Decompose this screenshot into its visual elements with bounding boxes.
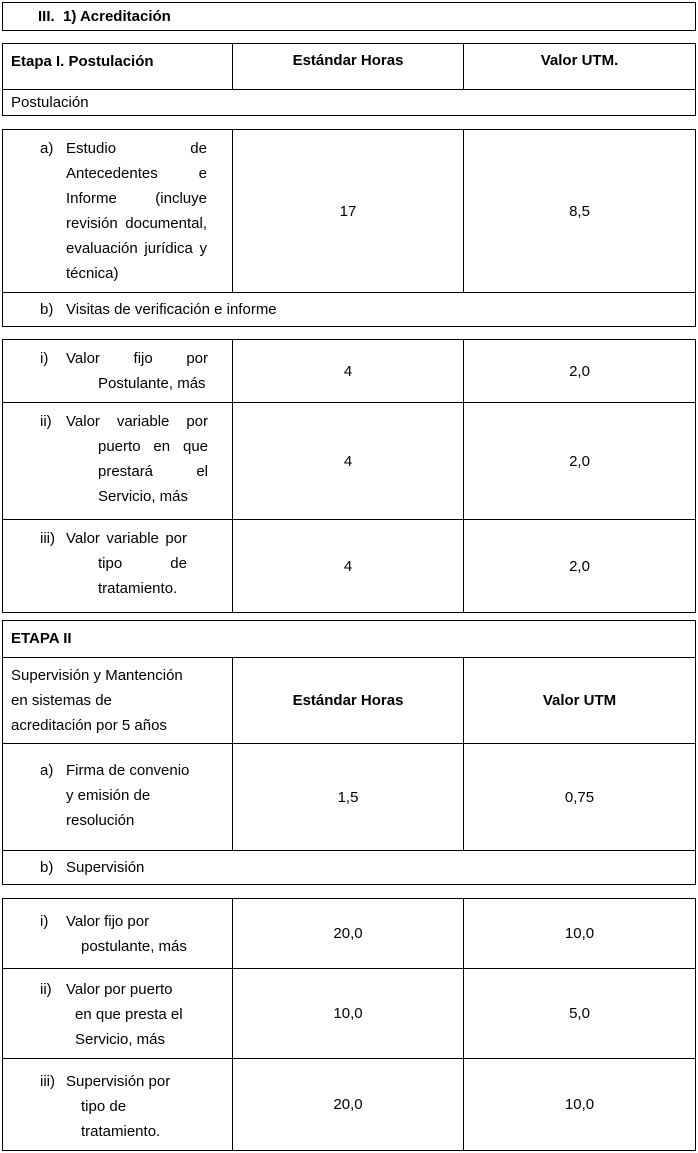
item-label: b) (40, 859, 54, 876)
row-description-cell (3, 130, 233, 292)
stage1-utm-header: Valor UTM. (540, 52, 619, 69)
item-label: iii) (40, 1073, 55, 1090)
row-description-cell (3, 969, 233, 1058)
item-text: Supervisión por tipo de tratamiento. (66, 1073, 171, 1140)
row-description-cell (3, 403, 233, 519)
stage2-utm-header: Valor UTM (542, 692, 617, 709)
table-row-stage2-a (3, 743, 695, 850)
utm-value: 10,0 (564, 1096, 595, 1113)
stage2-hours-header: Estándar Horas (233, 658, 464, 743)
stage1-header-table (2, 43, 696, 116)
table-row-stage1-a (3, 130, 695, 292)
item-label: i) (40, 350, 49, 367)
stage2-table (2, 620, 696, 885)
table-row-stage2-ii (3, 968, 695, 1058)
section-gap (2, 613, 696, 620)
stage2-title-row (3, 621, 695, 657)
document-title: III. 1) Acreditación (38, 8, 171, 25)
item-text: Valor variable por tipo de tratamiento. (66, 530, 187, 597)
row-description-cell (3, 340, 233, 402)
row-description (3, 851, 695, 884)
section-gap (2, 116, 696, 129)
table-row-stage2-b (3, 850, 695, 884)
item-text: Firma de convenio y emisión de resolución (66, 762, 190, 829)
section-gap (2, 327, 696, 339)
item-label: iii) (40, 530, 55, 547)
row-description (3, 1059, 232, 1150)
item-text: Supervisión (66, 859, 145, 876)
row-description-cell (3, 520, 233, 612)
item-label: a) (40, 140, 54, 157)
item-text: Valor por puerto en que presta el Servicio, más (66, 981, 183, 1048)
table-row-stage1-iii (3, 519, 695, 612)
item-label: ii) (40, 981, 52, 998)
section-gap (2, 31, 696, 43)
row-description-cell (3, 1059, 233, 1150)
stage2-subitems-table (2, 898, 696, 1151)
table-row-stage1-ii (3, 402, 695, 519)
title-table (2, 2, 696, 31)
hours-value: 20,0 (233, 899, 464, 968)
hours-value: 20,0 (233, 1059, 464, 1150)
stage1-col1-header: Etapa I. Postulación (3, 44, 233, 89)
row-description (3, 744, 232, 839)
row-description (3, 293, 695, 326)
document-title-row (3, 3, 695, 30)
stage1-items-table (2, 129, 696, 327)
row-description (3, 403, 232, 515)
table-row-stage2-iii (3, 1058, 695, 1150)
item-label: ii) (40, 413, 52, 430)
stage1-hours-header: Estándar Horas (233, 44, 464, 89)
stage1-header-row (3, 44, 695, 89)
row-description-cell (3, 899, 233, 968)
stage2-col1-header: Supervisión y Mantención en sistemas de acreditación por 5 años (3, 658, 233, 743)
hours-value: 10,0 (233, 969, 464, 1058)
item-text: Visitas de verificación e informe (66, 301, 277, 318)
table-row-stage1-i (3, 340, 695, 402)
row-description (3, 520, 232, 607)
utm-value: 5,0 (569, 1005, 590, 1022)
item-label: b) (40, 301, 54, 318)
row-description-cell (3, 744, 233, 850)
utm-value: 2,0 (569, 362, 590, 380)
table-row-stage1-b (3, 292, 695, 326)
hours-value: 4 (233, 403, 464, 519)
accreditation-fee-document (2, 2, 696, 1151)
utm-value: 8,5 (569, 202, 590, 220)
stage1-subitems-table (2, 339, 696, 613)
stage1-subsection-row (3, 89, 695, 115)
section-gap (2, 885, 696, 898)
item-text: Valor fijo por Postulante, más (66, 350, 208, 392)
utm-value: 2,0 (569, 452, 590, 470)
row-description (3, 130, 232, 292)
utm-value: 0,75 (564, 788, 595, 806)
hours-value: 17 (233, 130, 464, 292)
row-description (3, 969, 232, 1058)
hours-value: 4 (233, 520, 464, 612)
item-text: Valor variable por puerto en que prestará el Servicio, más (66, 413, 208, 505)
utm-value: 10,0 (564, 925, 595, 942)
row-description (3, 340, 232, 402)
item-text: Estudio de Antecedentes e Informe (incluye revisión documental, evaluación jurídica y técnica) (66, 140, 207, 282)
utm-value: 2,0 (569, 557, 590, 575)
item-label: a) (40, 762, 54, 779)
item-label: i) (40, 913, 49, 930)
hours-value: 1,5 (233, 744, 464, 850)
row-description (3, 899, 232, 965)
stage2-title: ETAPA II (11, 630, 72, 647)
item-text: Valor fijo por postulante, más (66, 913, 187, 955)
stage2-header-row (3, 657, 695, 743)
hours-value: 4 (233, 340, 464, 402)
stage1-subsection-label: Postulación (11, 94, 89, 111)
table-row-stage2-i (3, 899, 695, 968)
